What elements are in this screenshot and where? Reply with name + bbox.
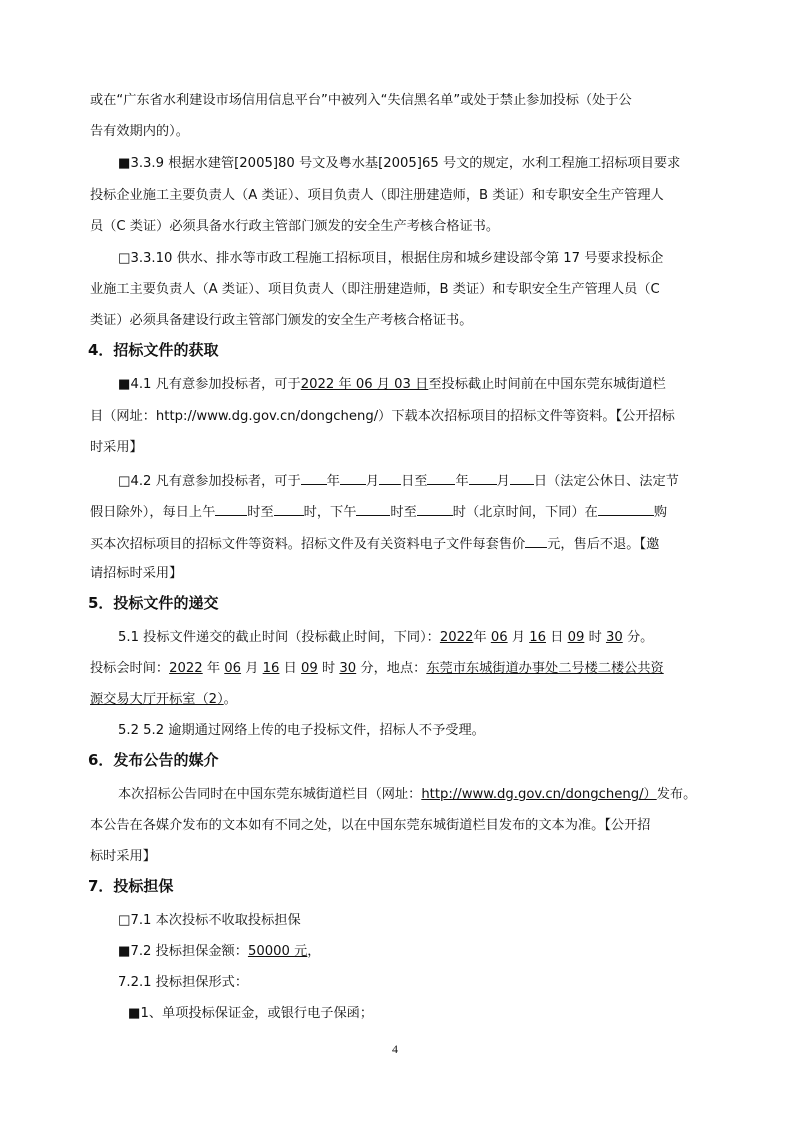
blank-field — [301, 471, 327, 485]
blank-field — [340, 471, 366, 485]
clause-4-2: □4.2 凡有意参加投标者，可于 年 月 日至 年 月 日（法定公休日、法定节 — [118, 471, 738, 491]
paragraph-line: 目（网址：http://www.dg.gov.cn/dongcheng/）下载本次招标项目的招标文件等资料。【公开招标 — [90, 409, 675, 424]
guarantee-amount: 50000 元 — [247, 944, 308, 959]
clause-3-3-9: ■3.3.9 根据水建管[2005]80 号文及粤水基[2005]65 号文的规定，水利工程施工招标项目要求 — [118, 156, 681, 171]
blank-field — [356, 502, 390, 516]
download-date: 2022 年 06 月 03 日 — [300, 377, 429, 392]
paragraph-line: 假日除外），每日上午 时至 时，下午 时至 时（北京时间，下同）在 购 — [90, 502, 710, 522]
paragraph-line: 标时采用】 — [90, 849, 156, 864]
paragraph-line: 投标会时间：2022 年 06 月 16 日 09 时 30 分，地点：东莞市东城街道办事处二号楼二楼公共资 — [90, 661, 664, 676]
paragraph-line: 投标企业施工主要负责人（A 类证）、项目负责人（即注册建造师，B 类证）和专职安全生产管理人 — [90, 188, 664, 203]
blank-field — [427, 471, 455, 485]
blank-field — [379, 471, 401, 485]
paragraph-line: 买本次招标项目的招标文件等资料。招标文件及有关资料电子文件每套售价 元，售后不退。【邀 — [90, 534, 710, 554]
guarantee-form-item: ■1、单项投标保证金，或银行电子保函； — [128, 1006, 374, 1021]
paragraph-line: 源交易大厅开标室（2）。 — [90, 692, 237, 707]
section-heading-5: 5．投标文件的递交 — [88, 594, 219, 612]
section-heading-6: 6．发布公告的媒介 — [88, 751, 219, 769]
clause-7-1: □7.1 本次投标不收取投标担保 — [118, 913, 301, 928]
blank-field — [510, 471, 534, 485]
paragraph-line: 或在“广东省水利建设市场信用信息平台”中被列入“失信黑名单”或处于禁止参加投标（处于公 — [90, 93, 632, 108]
paragraph-line: 类证）必须具备建设行政主管部门颁发的安全生产考核合格证书。 — [90, 313, 473, 328]
blank-field — [469, 471, 497, 485]
paragraph-line: 告有效期内的）。 — [90, 124, 189, 139]
blank-field — [417, 502, 453, 516]
clause-7-2-1: 7.2.1 投标担保形式： — [118, 975, 249, 990]
paragraph-line: 业施工主要负责人（A 类证）、项目负责人（即注册建造师，B 类证）和专职安全生产管理人员（C — [90, 282, 660, 297]
clause-3-3-10: □3.3.10 供水、排水等市政工程施工招标项目，根据住房和城乡建设部令第 17 号要求投标企 — [118, 251, 664, 266]
clause-5-2: 5.2 5.2 逾期通过网络上传的电子投标文件，招标人不予受理。 — [118, 723, 485, 738]
blank-field — [525, 534, 547, 548]
clause-7-2: ■7.2 投标担保金额：50000 元， — [118, 944, 321, 959]
blank-field — [598, 502, 654, 516]
bid-opening-place: 东莞市东城街道办事处二号楼二楼公共资 — [426, 661, 664, 676]
paragraph-line: 请招标时采用】 — [90, 566, 183, 581]
section-heading-4: 4．招标文件的获取 — [88, 341, 219, 359]
paragraph-line: 员（C 类证）必须具备水行政主管部门颁发的安全生产考核合格证书。 — [90, 219, 500, 234]
paragraph-line: 时采用】 — [90, 440, 143, 455]
blank-field — [215, 502, 247, 516]
section-heading-7: 7．投标担保 — [88, 877, 174, 895]
website-link[interactable]: http://www.dg.gov.cn/dongcheng/） — [421, 787, 657, 802]
media-paragraph: 本次招标公告同时在中国东莞东城街道栏目（网址：http://www.dg.gov.cn/dongcheng/）发布。 — [118, 787, 697, 802]
bid-opening-place: 源交易大厅开标室（2） — [90, 692, 224, 707]
clause-4-1: ■4.1 凡有意参加投标者，可于2022 年 06 月 03 日至投标截止时间前在中国东莞东城街道栏 — [118, 377, 666, 392]
page-number: 4 — [392, 1042, 398, 1056]
clause-5-1: 5.1 投标文件递交的截止时间（投标截止时间，下同）：2022年 06 月 16 日 09 时 30 分。 — [118, 630, 654, 645]
paragraph-line: 本公告在各媒介发布的文本如有不同之处，以在中国东莞东城街道栏目发布的文本为准。【公开招 — [90, 818, 651, 833]
blank-field — [274, 502, 304, 516]
